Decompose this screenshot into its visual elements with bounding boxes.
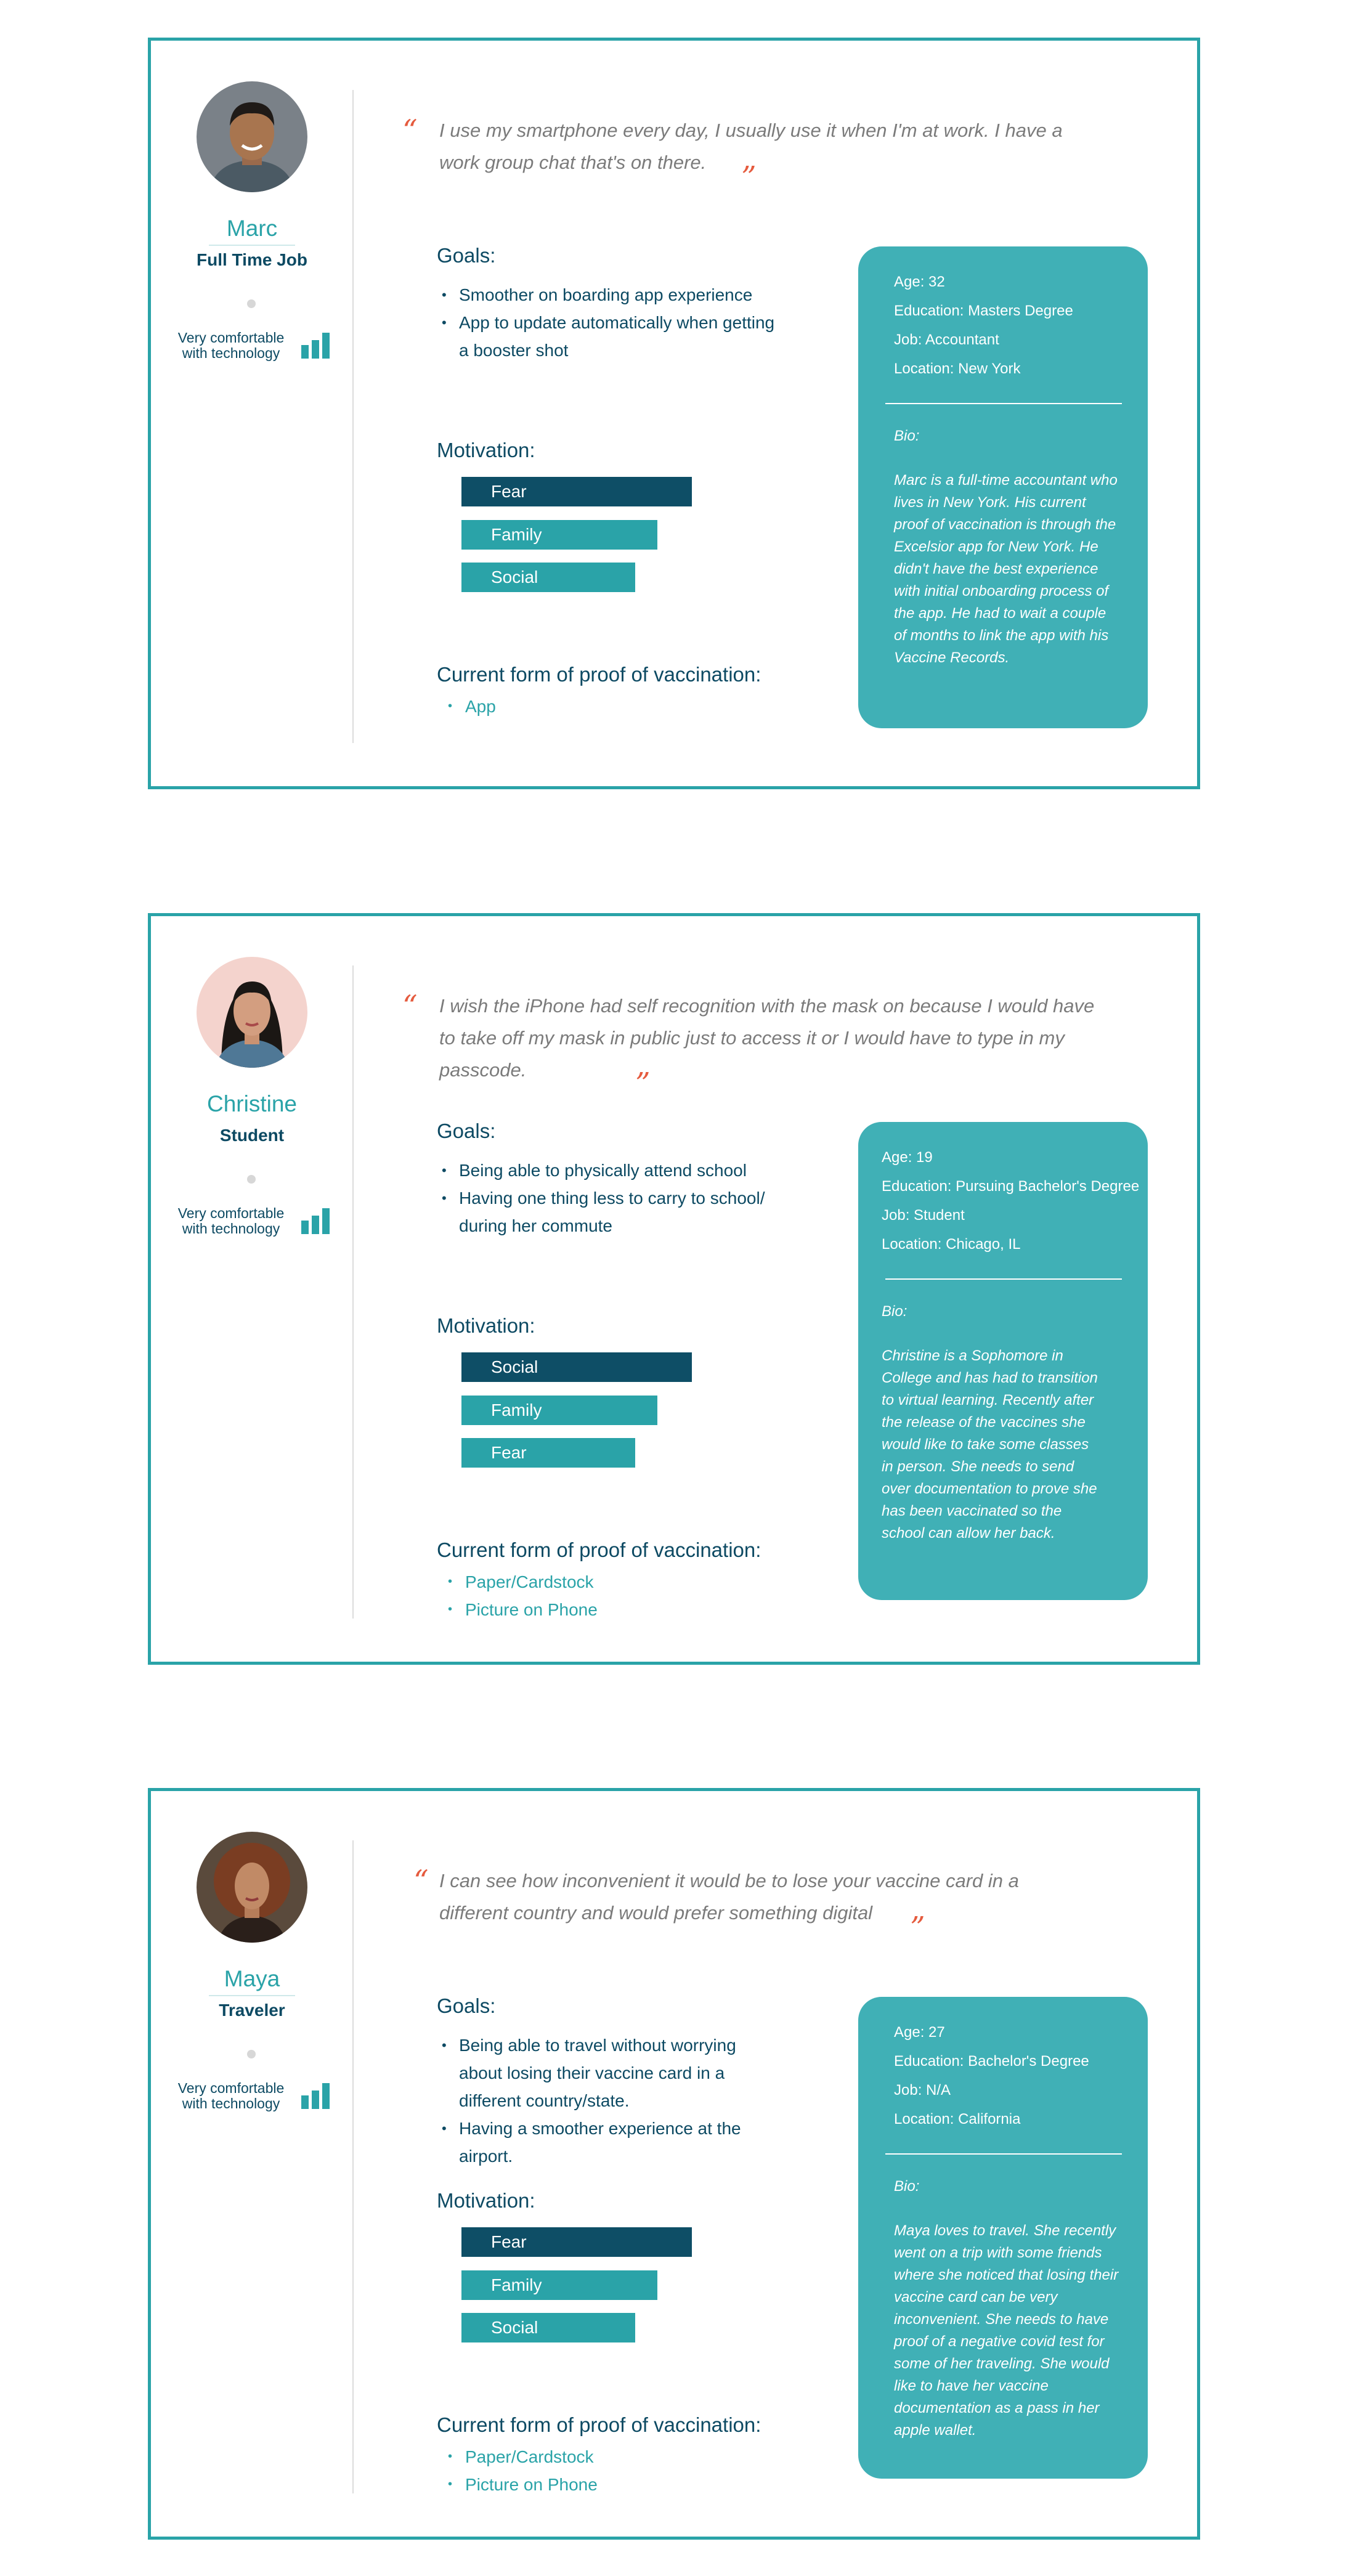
motivation-bar: Social: [461, 1352, 692, 1382]
goals-list: [442, 1156, 774, 1240]
avatar-photo: [197, 957, 307, 1068]
proof-item: • Paper/Cardstock: [448, 2443, 598, 2471]
proof-heading: Current form of proof of vaccination:: [437, 1538, 761, 1561]
education: Education: Masters Degree: [894, 303, 1073, 319]
persona-card-christine: [148, 913, 1200, 1665]
close-quote-icon: ”: [741, 160, 757, 195]
age: Age: 27: [894, 2024, 945, 2041]
signal-bars-icon: [301, 333, 331, 359]
tech-comfort-label: Very comfortable with technology: [177, 2080, 285, 2111]
info-card: [858, 1997, 1148, 2479]
job: Job: Accountant: [894, 331, 999, 348]
open-quote-icon: “: [413, 1864, 429, 1898]
proof-list: [448, 2443, 598, 2498]
signal-bars-icon: [301, 2083, 331, 2109]
close-quote-icon: ”: [635, 1067, 651, 1101]
location: Location: Chicago, IL: [882, 1236, 1021, 1253]
avatar: [197, 81, 307, 192]
avatar: [197, 1832, 307, 1943]
motivation-bar: Fear: [461, 477, 692, 506]
info-separator: [885, 1278, 1122, 1280]
proof-item: • Picture on Phone: [448, 1596, 598, 1623]
goals-heading: Goals:: [437, 1994, 496, 2017]
info-separator: [885, 2153, 1122, 2155]
motivation-bar: Family: [461, 2270, 657, 2300]
signal-bars-icon: [301, 1208, 331, 1234]
proof-item: • Paper/Cardstock: [448, 1568, 598, 1596]
job: Job: N/A: [894, 2082, 951, 2099]
motivation-bar: Family: [461, 1396, 657, 1425]
proof-item: • App: [448, 693, 496, 720]
goal-item: • Having a smoother experience at the airport.: [442, 2115, 750, 2170]
open-quote-icon: “: [402, 989, 418, 1023]
proof-list: [448, 693, 496, 720]
persona-role: Student: [219, 1126, 285, 1145]
info-card: [858, 1122, 1148, 1600]
goal-item: • Being able to travel without worrying about losing their vaccine card in a different country/state.: [442, 2031, 750, 2115]
persona-quote: I use my smartphone every day, I usually use it when I'm at work. I have a work group chat that's on there.: [439, 120, 1063, 173]
education: Education: Bachelor's Degree: [894, 2053, 1089, 2070]
bio-label: Bio:: [894, 2178, 920, 2195]
bio-text: Maya loves to travel. She recently went on a trip with some friends where she noticed that losing their vaccine card can be very inconvenient. She needs to have proof of a negative covid test for some of her traveling. She would like to have her vaccine documentation as a pass in her apple wallet.: [894, 2222, 1119, 2439]
open-quote-icon: “: [402, 113, 418, 148]
proof-item: • Picture on Phone: [448, 2471, 598, 2498]
goal-item: • Having one thing less to carry to school/ during her commute: [442, 1184, 774, 1240]
persona-quote: I can see how inconvenient it would be to lose your vaccine card in a different country and would prefer something digital: [439, 1870, 1019, 1924]
separator-dot: [247, 1175, 256, 1184]
avatar-photo: [197, 1832, 307, 1943]
goal-item: • Smoother on boarding app experience: [442, 281, 787, 309]
bio-label: Bio:: [882, 1303, 907, 1320]
avatar-photo: [197, 81, 307, 192]
goals-list: [442, 2031, 750, 2170]
persona-card-maya: [148, 1788, 1200, 2540]
location: Location: California: [894, 2111, 1021, 2127]
divider-line: [352, 90, 354, 743]
persona-name: Marc: [226, 216, 278, 241]
proof-list: [448, 1568, 598, 1623]
tech-comfort-label: Very comfortable with technology: [177, 1205, 285, 1237]
goal-item: • App to update automatically when getting a booster shot: [442, 309, 787, 364]
goals-heading: Goals:: [437, 1119, 496, 1142]
separator-dot: [247, 299, 256, 308]
motivation-heading: Motivation:: [437, 2189, 535, 2212]
name-underline: [209, 245, 295, 246]
persona-role: Full Time Job: [197, 250, 307, 269]
divider-line: [352, 1840, 354, 2493]
age: Age: 32: [894, 274, 945, 290]
goals-list: [442, 281, 787, 364]
job: Job: Student: [882, 1207, 965, 1224]
motivation-bar: Fear: [461, 1438, 635, 1468]
info-card: [858, 246, 1148, 728]
motivation-heading: Motivation:: [437, 439, 535, 461]
persona-name: Maya: [224, 1966, 280, 1991]
motivation-bar: Family: [461, 520, 657, 550]
info-separator: [885, 403, 1122, 404]
proof-heading: Current form of proof of vaccination:: [437, 2413, 761, 2436]
bio-label: Bio:: [894, 428, 920, 444]
persona-role: Traveler: [219, 2001, 285, 2020]
motivation-bar: Social: [461, 2313, 635, 2342]
persona-card-marc: [148, 38, 1200, 789]
motivation-bar: Fear: [461, 2227, 692, 2257]
tech-comfort-label: Very comfortable with technology: [177, 330, 285, 361]
avatar: [197, 957, 307, 1068]
goals-heading: Goals:: [437, 244, 496, 267]
goal-item: • Being able to physically attend school: [442, 1156, 774, 1184]
motivation-bar: Social: [461, 563, 635, 592]
location: Location: New York: [894, 360, 1021, 377]
close-quote-icon: ”: [910, 1911, 925, 1945]
separator-dot: [247, 2050, 256, 2058]
age: Age: 19: [882, 1149, 933, 1166]
divider-line: [352, 965, 354, 1619]
persona-name: Christine: [207, 1091, 297, 1116]
name-underline: [209, 1995, 295, 1996]
education: Education: Pursuing Bachelor's Degree: [882, 1178, 1140, 1195]
motivation-heading: Motivation:: [437, 1314, 535, 1337]
bio-text: Christine is a Sophomore in College and has had to transition to virtual learning. Recently after the release of the vaccines she would like to take some classes in person. She needs to send over documentation to prove she has been vaccinated so the school can allow her back.: [882, 1347, 1098, 1542]
bio-text: Marc is a full-time accountant who lives in New York. His current proof of vaccination is through the Excelsior app for New York. He didn't have the best experience with initial onboarding process of the app. He had to wait a couple of months to link the app with his Vaccine Records.: [894, 472, 1118, 666]
persona-quote: I wish the iPhone had self recognition with the mask on because I would have to take off my mask in public just to access it or I would have to type in my passcode.: [439, 995, 1095, 1081]
proof-heading: Current form of proof of vaccination:: [437, 663, 761, 686]
